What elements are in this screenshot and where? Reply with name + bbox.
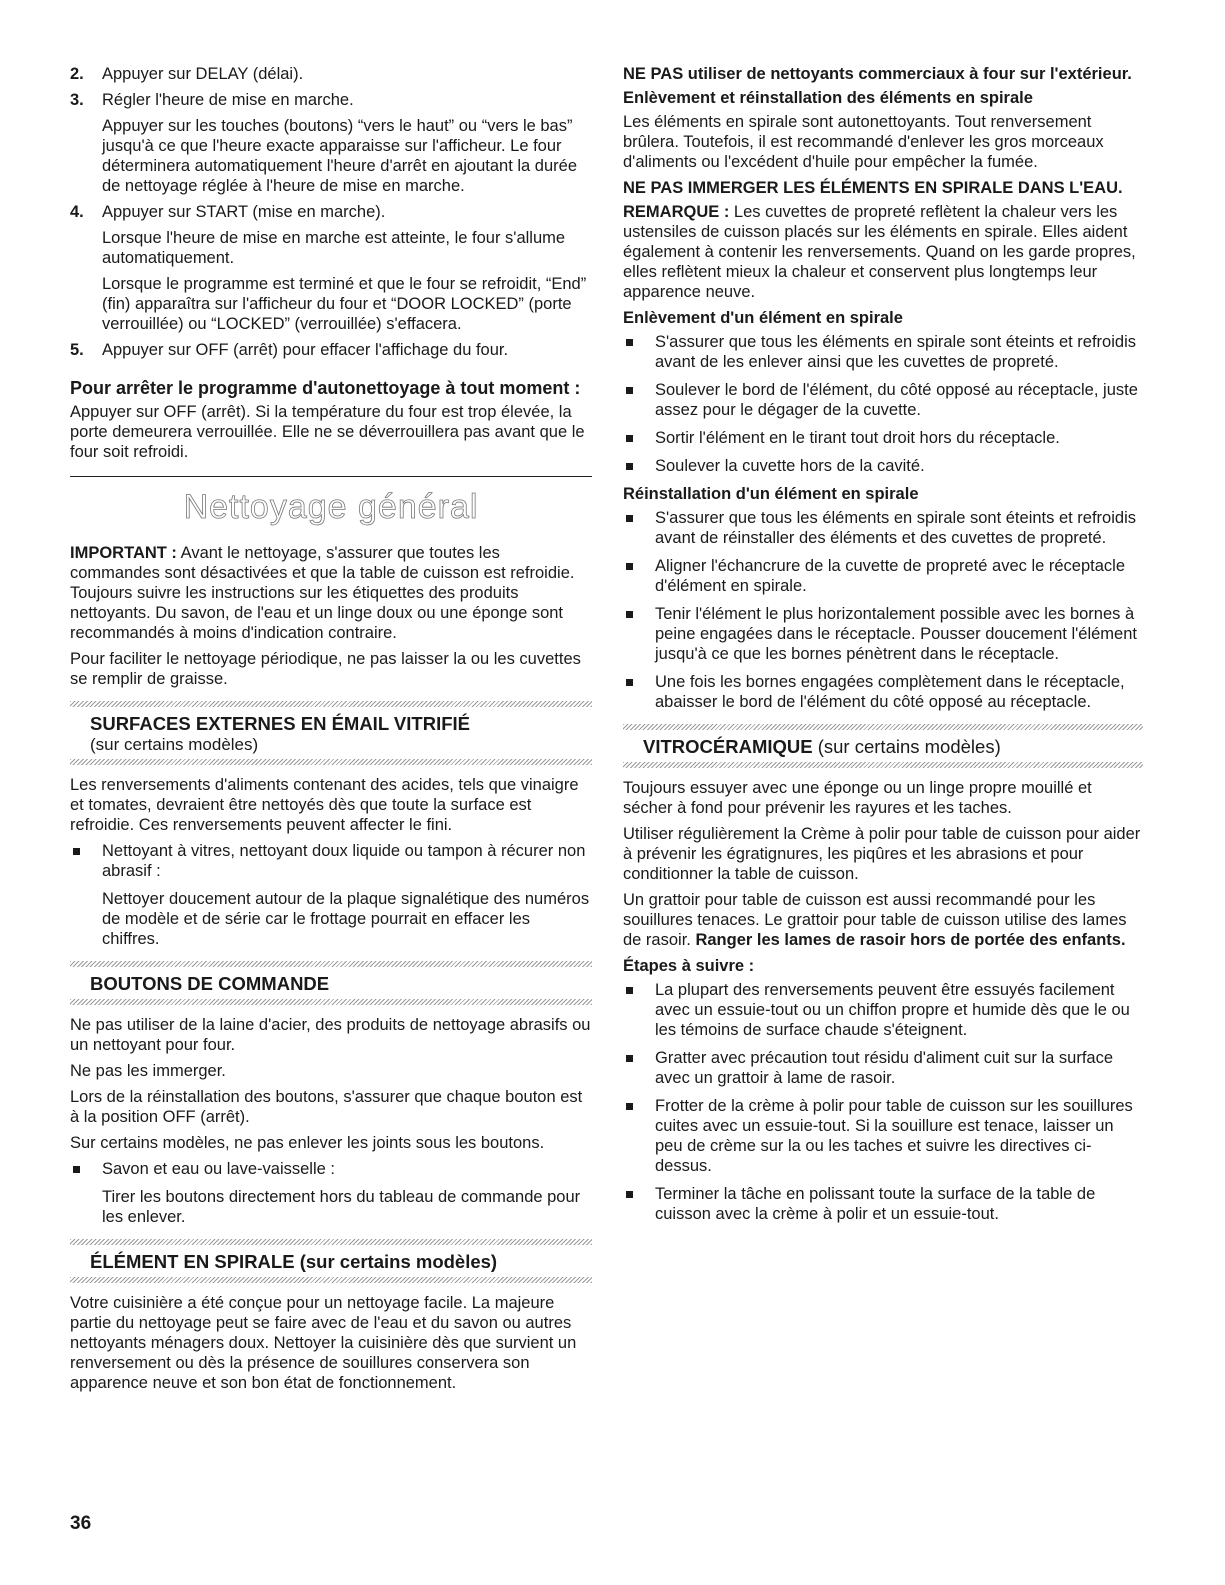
email-title: SURFACES EXTERNES EN ÉMAIL VITRIFIÉ — [90, 713, 470, 734]
list-item: Sortir l'élément en le tirant tout droit hors du réceptacle. — [623, 428, 1143, 448]
step-text: Appuyer sur DELAY (délai). — [102, 65, 304, 83]
list-item: S'assurer que tous les éléments en spirale sont éteints et refroidis avant de réinstaller des éléments et des cuvettes de propreté. — [623, 508, 1143, 548]
important-note: IMPORTANT : Avant le nettoyage, s'assurer que toutes les commandes sont désactivées et que la table de cuisson est refroidie. Toujours suivre les instructions sur les étiquettes des produits nettoyants. Du savon, de l'eau et un linge doux ou une éponge sont recommandés à moins d'indication contraire. — [70, 544, 575, 642]
boutons-para: Ne pas les immerger. — [70, 1062, 226, 1080]
section-divider — [70, 476, 592, 477]
remove-heading: Enlèvement d'un élément en spirale — [623, 309, 903, 327]
list-item: Terminer la tâche en polissant toute la surface de la table de cuisson avec la crème à polir et un essuie-tout. — [623, 1184, 1143, 1224]
step-2: 2. Appuyer sur DELAY (délai). — [70, 64, 592, 84]
step-detail: Lorsque le programme est terminé et que le four se refroidit, “End” (fin) apparaîtra sur l'afficheur du four et “DOOR LOCKED” (porte verrouillée) ou “LOCKED” (verrouillée) s'effacera. — [102, 275, 587, 333]
list-item: Savon et eau ou lave-vaisselle : Tirer les boutons directement hors du tableau de commande pour les enlever. — [70, 1159, 592, 1227]
reinstall-heading: Réinstallation d'un élément en spirale — [623, 485, 919, 503]
removal-heading: Enlèvement et réinstallation des éléments en spirale — [623, 89, 1033, 107]
email-list — [70, 841, 592, 949]
vitro-para: Toujours essuyer avec une éponge ou un linge propre mouillé et sécher à fond pour prévenir les rayures et les taches. — [623, 779, 1092, 817]
boutons-list — [70, 1159, 592, 1227]
spirale-title: ÉLÉMENT EN SPIRALE (sur certains modèles) — [90, 1251, 498, 1272]
section-title: Nettoyage général — [183, 488, 479, 526]
email-subtitle: (sur certains modèles) — [90, 735, 259, 754]
step-detail: Lorsque l'heure de mise en marche est atteinte, le four s'allume automatiquement. — [102, 229, 566, 267]
list-item: Gratter avec précaution tout résidu d'aliment cuit sur la surface avec un grattoir à lame de rasoir. — [623, 1048, 1143, 1088]
warning-immerse: NE PAS IMMERGER LES ÉLÉMENTS EN SPIRALE DANS L'EAU. — [623, 179, 1123, 197]
list-item: S'assurer que tous les éléments en spirale sont éteints et refroidis avant de les enlever ainsi que les cuvettes de propreté. — [623, 332, 1143, 372]
list-item: La plupart des renversements peuvent être essuyés facilement avec un essuie-tout ou un chiffon propre et humide dès que le ou les témoins de surface chaude s'éteignent. — [623, 980, 1143, 1040]
hatch-rule — [70, 759, 592, 765]
boutons-section-header — [70, 961, 592, 1005]
email-text: Les renversements d'aliments contenant des acides, tels que vinaigre et tomates, devraient être nettoyés dès que toute la surface est refroidie. Ces renversements peuvent affecter le fini. — [70, 776, 579, 834]
spirale-section-header — [70, 1239, 592, 1283]
boutons-para: Sur certains modèles, ne pas enlever les joints sous les boutons. — [70, 1134, 545, 1152]
list-item: Frotter de la crème à polir pour table de cuisson sur les souillures cuites avec un essuie-tout. Si la souillure est tenace, laisser un peu de crème sur la ou les taches et suivre les directives ci-dessus. — [623, 1096, 1143, 1176]
stop-cycle-text: Appuyer sur OFF (arrêt). Si la température du four est trop élevée, la porte demeurera verrouillée. Elle ne se déverrouillera pas avant que le four soit refroidi. — [70, 403, 585, 461]
list-item: Aligner l'échancrure de la cuvette de propreté avec le réceptacle d'élément en spirale. — [623, 556, 1143, 596]
warning-oven-cleaner: NE PAS utiliser de nettoyants commerciaux à four sur l'extérieur. — [623, 65, 1132, 83]
hatch-rule — [623, 762, 1143, 768]
vitro-section-header — [623, 724, 1143, 768]
hatch-rule — [70, 999, 592, 1005]
hatch-rule — [70, 1277, 592, 1283]
remarque-note: REMARQUE : Les cuvettes de propreté reflètent la chaleur vers les ustensiles de cuisson placés sur les éléments en spirale. Elles aident également à contenir les renversements. Quand on les garde propres, elles reflètent mieux la chaleur et conservent plus longtemps leur apparence neuve. — [623, 203, 1136, 301]
stop-cycle-heading: Pour arrêter le programme d'autonettoyage à tout moment : — [70, 378, 581, 398]
list-item: Une fois les bornes engagées complètement dans le réceptacle, abaisser le bord de l'élément du côté opposé au réceptacle. — [623, 672, 1143, 712]
list-item: Soulever le bord de l'élément, du côté opposé au réceptacle, juste assez pour le dégager de la cuvette. — [623, 380, 1143, 420]
boutons-para: Lors de la réinstallation des boutons, s'assurer que chaque bouton est à la position OFF (arrêt). — [70, 1088, 583, 1126]
step-3: 3. Régler l'heure de mise en marche. Appuyer sur les touches (boutons) “vers le haut” ou “vers le bas” jusqu'à ce que l'heure exacte apparaisse sur l'afficheur. Le four déterminera automatiquement l'heure d'arrêt en ajoutant la durée de nettoyage réglée à l'heure de mise en marche. — [70, 90, 592, 196]
vitro-steps-list — [623, 980, 1143, 1224]
right-column — [623, 64, 1143, 1232]
page-number: 36 — [70, 1513, 92, 1534]
step-detail: Appuyer sur les touches (boutons) “vers le haut” ou “vers le bas” jusqu'à ce que l'heure exacte apparaisse sur l'afficheur. Le four déterminera automatiquement l'heure d'arrêt en ajoutant la durée de nettoyage réglée à l'heure de mise en marche. — [102, 117, 578, 195]
reinstall-list — [623, 508, 1143, 712]
list-item: Soulever la cuvette hors de la cavité. — [623, 456, 1143, 476]
vitro-title: VITROCÉRAMIQUE (sur certains modèles) — [643, 736, 1001, 757]
boutons-title: BOUTONS DE COMMANDE — [90, 973, 330, 994]
step-5: 5. Appuyer sur OFF (arrêt) pour effacer l'affichage du four. — [70, 340, 592, 360]
vitro-para: Utiliser régulièrement la Crème à polir pour table de cuisson pour aider à prévenir les égratignures, les piqûres et les abrasions et pour conditionner la table de cuisson. — [623, 825, 1141, 883]
periodic-note: Pour faciliter le nettoyage périodique, ne pas laisser la ou les cuvettes se remplir de graisse. — [70, 650, 581, 688]
list-item-detail: Nettoyer doucement autour de la plaque signalétique des numéros de modèle et de série car le frottage pourrait en effacer les chiffres. — [102, 890, 590, 948]
step-text: Appuyer sur OFF (arrêt) pour effacer l'affichage du four. — [102, 341, 509, 359]
list-item-detail: Tirer les boutons directement hors du tableau de commande pour les enlever. — [102, 1188, 581, 1226]
removal-text: Les éléments en spirale sont autonettoyants. Tout renversement brûlera. Toutefois, il est recommandé d'enlever les gros morceaux d'aliments ou l'excédent d'huile pour empêcher la fumée. — [623, 113, 1104, 171]
list-item: Tenir l'élément le plus horizontalement possible avec les bornes à peine engagées dans le réceptacle. Pousser doucement l'élément jusqu'à ce que les bornes pénètrent dans le réceptacle. — [623, 604, 1143, 664]
step-4: 4. Appuyer sur START (mise en marche). Lorsque l'heure de mise en marche est atteinte, le four s'allume automatiquement. Lorsque le programme est terminé et que le four se refroidit, “End” (fin) apparaîtra sur l'afficheur du four et “DOOR LOCKED” (porte verrouillée) ou “LOCKED” (verrouillée) s'effacera. — [70, 202, 592, 334]
list-item: Nettoyant à vitres, nettoyant doux liquide ou tampon à récurer non abrasif : Nettoyer doucement autour de la plaque signalétique des numéros de modèle et de série car le frottage pourrait en effacer les chiffres. — [70, 841, 592, 949]
spirale-text: Votre cuisinière a été conçue pour un nettoyage facile. La majeure partie du nettoyage peut se faire avec de l'eau et du savon ou autres nettoyants ménagers doux. Nettoyer la cuisinière dès que survient un renversement ou dès la présence de souillures conservera son apparence neuve et son bon état de fonctionnement. — [70, 1294, 577, 1392]
left-column — [70, 64, 592, 1399]
remove-list — [623, 332, 1143, 476]
step-text: Appuyer sur START (mise en marche). — [102, 203, 386, 221]
email-section-header — [70, 701, 592, 765]
boutons-para: Ne pas utiliser de la laine d'acier, des produits de nettoyage abrasifs ou un nettoyant pour four. — [70, 1016, 591, 1054]
steps-heading: Étapes à suivre : — [623, 957, 755, 975]
scraper-note: Un grattoir pour table de cuisson est aussi recommandé pour les souillures tenaces. Le grattoir pour table de cuisson utilise des lames de rasoir. Ranger les lames de rasoir hors de portée des enfants. — [623, 891, 1127, 949]
step-text: Régler l'heure de mise en marche. — [102, 91, 354, 109]
